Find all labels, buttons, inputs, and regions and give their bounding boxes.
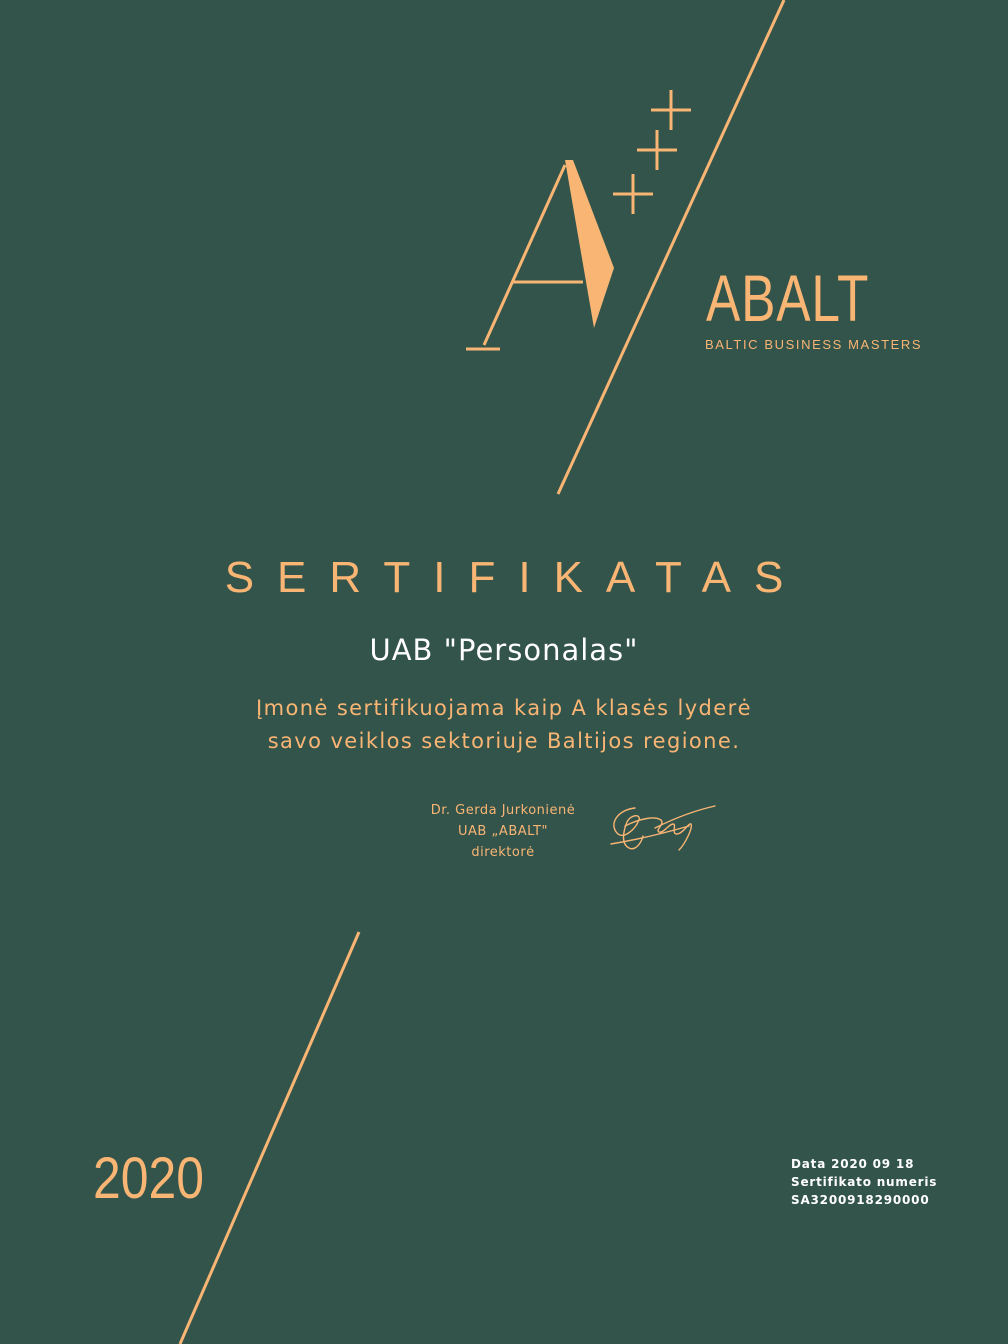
certificate-date: Data 2020 09 18 xyxy=(791,1157,915,1171)
signer-role: direktorė xyxy=(471,845,535,860)
certificate-year: 2020 xyxy=(93,1146,204,1211)
certificate-number: SA3200918290000 xyxy=(791,1193,930,1207)
description-line-1: Įmonė sertifikuojama kaip A klasės lyderė xyxy=(256,696,752,720)
brand-tagline: BALTIC BUSINESS MASTERS xyxy=(705,337,923,352)
certificate-meta xyxy=(791,1155,937,1209)
signature-icon xyxy=(605,800,720,856)
certificate-description xyxy=(0,692,1008,758)
signer-block xyxy=(403,800,603,863)
brand-name: ABALT xyxy=(706,261,870,335)
signer-organization: UAB „ABALT" xyxy=(457,824,548,839)
signer-name: Dr. Gerda Jurkonienė xyxy=(430,803,576,818)
certificate-number-label: Sertifikato numeris xyxy=(791,1175,938,1189)
certificate-title: SERTIFIKATAS xyxy=(224,553,807,602)
description-line-2: savo veiklos sektoriuje Baltijos regione. xyxy=(267,729,741,753)
company-name: UAB "Personalas" xyxy=(369,633,639,667)
